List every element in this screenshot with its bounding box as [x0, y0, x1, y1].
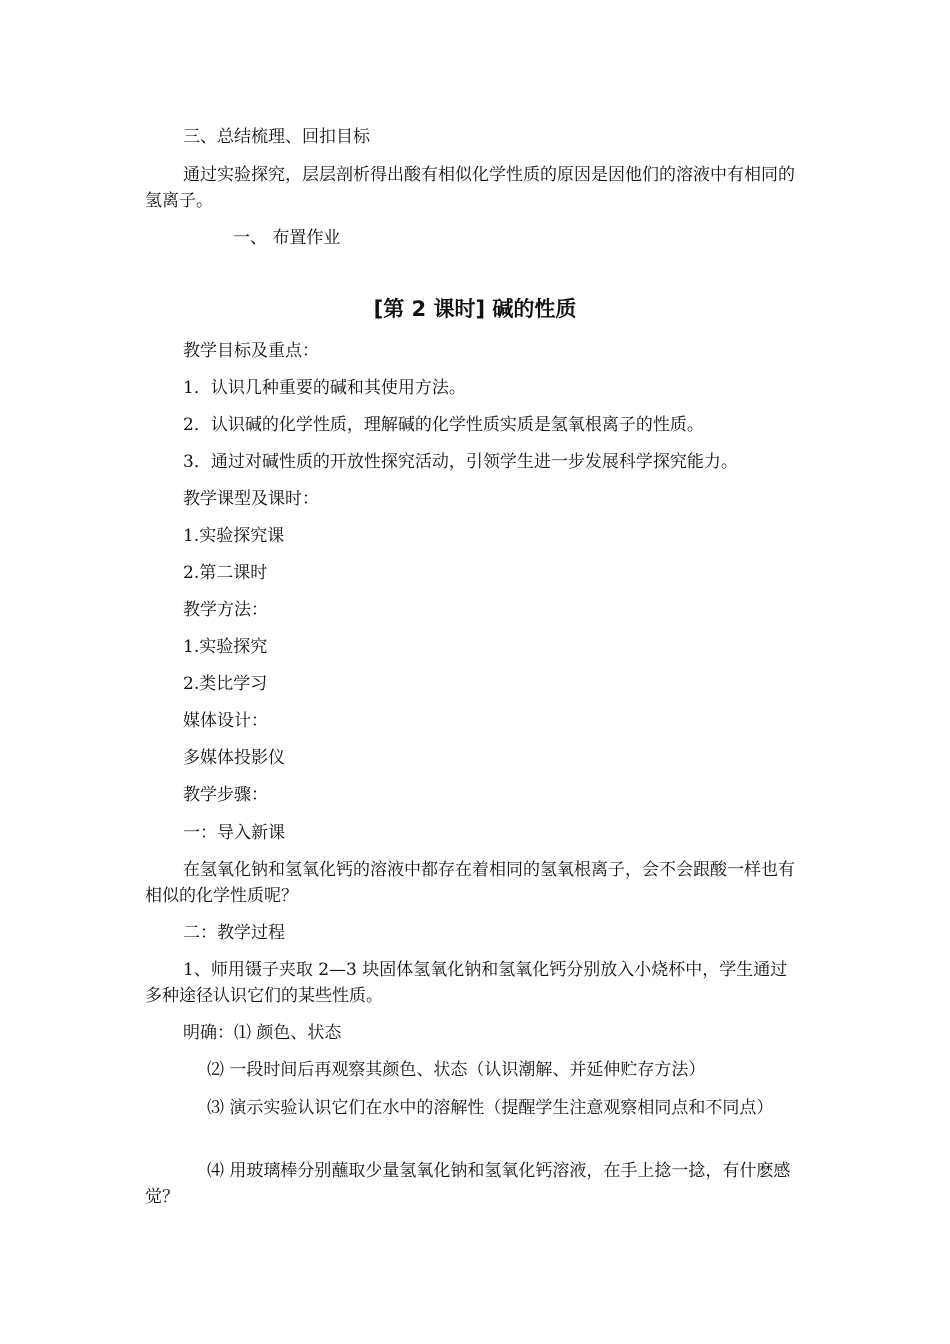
goal-item: 3．通过对碱性质的开放性探究活动，引领学生进一步发展科学探究能力。 — [183, 452, 738, 472]
type-item: 2.第二课时 — [183, 563, 268, 583]
step1-paragraph: 在氢氧化钠和氢氧化钙的溶液中都存在着相同的氢氧根离子，会不会跟酸一样也有相似的化学性质呢？ — [145, 860, 795, 906]
homework-heading: 一、 布置作业 — [233, 228, 341, 248]
goal-item: 2．认识碱的化学性质，理解碱的化学性质实质是氢氧根离子的性质。 — [183, 415, 704, 435]
step2-heading: 二：教学过程 — [183, 923, 285, 943]
clarify-item: ⑷ 用玻璃棒分别蘸取少量氢氧化钠和氢氧化钙溶液，在手上捻一捻，有什麽感觉？ — [145, 1161, 791, 1207]
steps-heading: 教学步骤： — [183, 785, 268, 805]
goal-item: 1．认识几种重要的碱和其使用方法。 — [183, 378, 466, 398]
clarify-line: 明确：⑴ 颜色、状态 — [183, 1023, 342, 1043]
clarify-item: ⑵ 一段时间后再观察其颜色、状态（认识潮解、并延伸贮存方法） — [207, 1060, 706, 1080]
type-heading: 教学课型及课时： — [183, 489, 319, 509]
section-heading: 三、总结梳理、回扣目标 — [183, 127, 370, 147]
method-item: 2.类比学习 — [183, 674, 268, 694]
step1-heading: 一：导入新课 — [183, 823, 285, 843]
type-item: 1.实验探究课 — [183, 526, 285, 546]
goals-heading: 教学目标及重点： — [183, 341, 319, 361]
summary-paragraph: 通过实验探究，层层剖析得出酸有相似化学性质的原因是因他们的溶液中有相同的氢离子。 — [145, 165, 795, 211]
clarify-item: ⑶ 演示实验认识它们在水中的溶解性（提醒学生注意观察相同点和不同点） — [207, 1098, 774, 1118]
step2-paragraph: 1、师用镊子夹取 2—3 块固体氢氧化钠和氢氧化钙分别放入小烧杯中，学生通过多种途径认识它们的某些性质。 — [145, 960, 788, 1006]
method-heading: 教学方法： — [183, 600, 268, 620]
lesson-title: [第 2 课时] 碱的性质 — [373, 297, 577, 321]
media-item: 多媒体投影仪 — [183, 748, 285, 768]
method-item: 1.实验探究 — [183, 637, 268, 657]
media-heading: 媒体设计： — [183, 711, 268, 731]
